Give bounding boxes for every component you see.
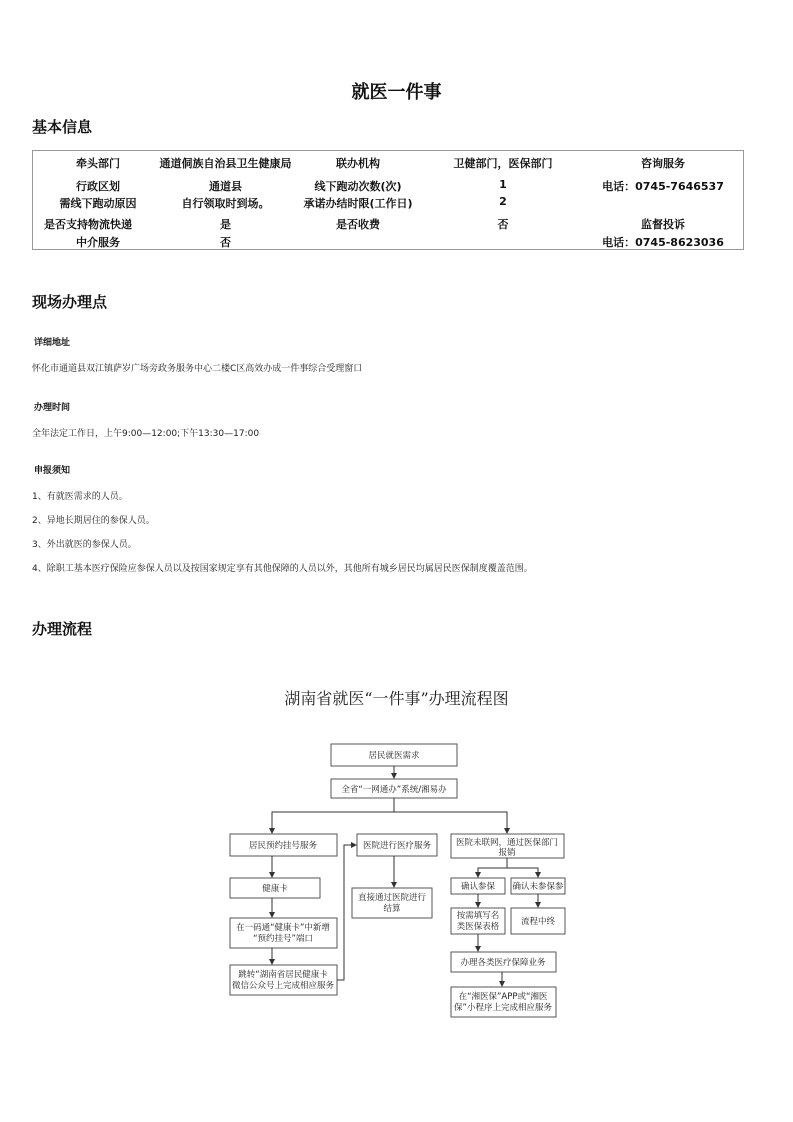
flow-node-label: 医院未联网，通过医保部门	[455, 838, 559, 848]
flow-arrow	[478, 858, 507, 877]
info-cell: 卫健部门，医保部门	[453, 157, 553, 170]
info-cell: 通道侗族自治县卫生健康局	[159, 157, 292, 170]
info-cell: 电话：0745-8623036	[602, 236, 724, 249]
info-cell: 电话：0745-7646537	[602, 180, 724, 193]
info-cell: 咨询服务	[641, 157, 685, 170]
notice-item: 4、除职工基本医疗保险应参保人员以及按国家规定享有其他保障的人员以外，其他所有城乡居民均属居民医保制度覆盖范围。	[32, 564, 533, 574]
address-label: 详细地址	[34, 338, 71, 348]
flow-node-label: “预约挂号”端口	[253, 934, 313, 944]
flow-arrow	[394, 812, 507, 833]
notice-item: 1、有就医需求的人员。	[32, 492, 128, 502]
notice-item: 3、外出就医的参保人员。	[32, 540, 137, 550]
info-cell: 联办机构	[336, 157, 380, 170]
info-cell: 监督投诉	[641, 218, 685, 231]
info-cell: 需线下跑动原因	[59, 197, 137, 210]
page-title: 就医一件事	[351, 82, 442, 103]
flow-node-label: 保”小程序上完成相应服务	[454, 1003, 552, 1013]
info-cell: 中介服务	[76, 236, 120, 249]
flow-node-label: 居民预约挂号服务	[248, 841, 318, 851]
flow-arrow	[272, 798, 394, 833]
info-cell: 承诺办结时限(工作日)	[303, 197, 413, 210]
info-cell: 1	[499, 178, 507, 191]
flow-node-label: 确认参保	[460, 882, 496, 892]
info-cell: 是否支持物流快递	[44, 218, 132, 231]
info-cell: 否	[497, 218, 509, 231]
flow-node-label: 结算	[383, 904, 401, 914]
notice-label: 申报须知	[34, 466, 71, 476]
flow-node-label: 在“湘医保”APP或“湘医	[458, 992, 548, 1002]
flow-node-label: 流程中终	[520, 917, 556, 927]
flow-node-label: 按需填写名	[456, 911, 500, 921]
section-onsite: 现场办理点	[32, 293, 108, 311]
flow-node-label: 直接通过医院进行	[357, 893, 427, 903]
flow-node-label: 确认未参保参	[512, 882, 564, 892]
flow-node-label: 健康卡	[262, 884, 288, 894]
flow-node-label: 类医保表格	[456, 922, 500, 932]
info-cell: 牵头部门	[76, 157, 120, 170]
flow-node-label: 办理各类医疗保障业务	[460, 958, 546, 968]
address-text: 怀化市通道县双江镇萨岁广场旁政务服务中心二楼C区高效办成一件事综合受理窗口	[32, 364, 363, 374]
section-basic-info: 基本信息	[32, 118, 93, 136]
info-cell: 自行领取时到场。	[181, 197, 270, 210]
hours-label: 办理时间	[34, 403, 71, 413]
notice-item: 2、异地长期居住的参保人员。	[32, 516, 155, 526]
hours-text: 全年法定工作日，上午9:00—12:00;下午13:30—17:00	[32, 429, 260, 439]
flow-node-label: 微信公众号上完成相应服务	[231, 981, 335, 991]
info-cell: 否	[220, 236, 231, 249]
info-cell: 行政区划	[76, 180, 120, 193]
info-cell: 是否收费	[336, 218, 380, 231]
info-cell: 2	[499, 195, 507, 208]
flow-node-label: 全省“一网通办”系统/湘易办	[341, 785, 447, 795]
flowchart-title: 湖南省就医“一件事”办理流程图	[284, 689, 509, 708]
flow-node-label: 医院进行医疗服务	[362, 841, 432, 851]
info-cell: 通道县	[209, 180, 242, 193]
flow-node-label: 跳转“湖南省居民健康卡	[238, 970, 328, 980]
section-process: 办理流程	[32, 620, 93, 638]
flow-arrow	[507, 868, 538, 877]
info-cell: 是	[220, 218, 231, 231]
flow-node-label: 报销	[498, 848, 516, 858]
flow-node-label: 居民就医需求	[368, 751, 420, 761]
info-cell: 线下跑动次数(次)	[314, 180, 402, 193]
flow-node-label: 在一码通“健康卡”中新增	[236, 923, 330, 933]
